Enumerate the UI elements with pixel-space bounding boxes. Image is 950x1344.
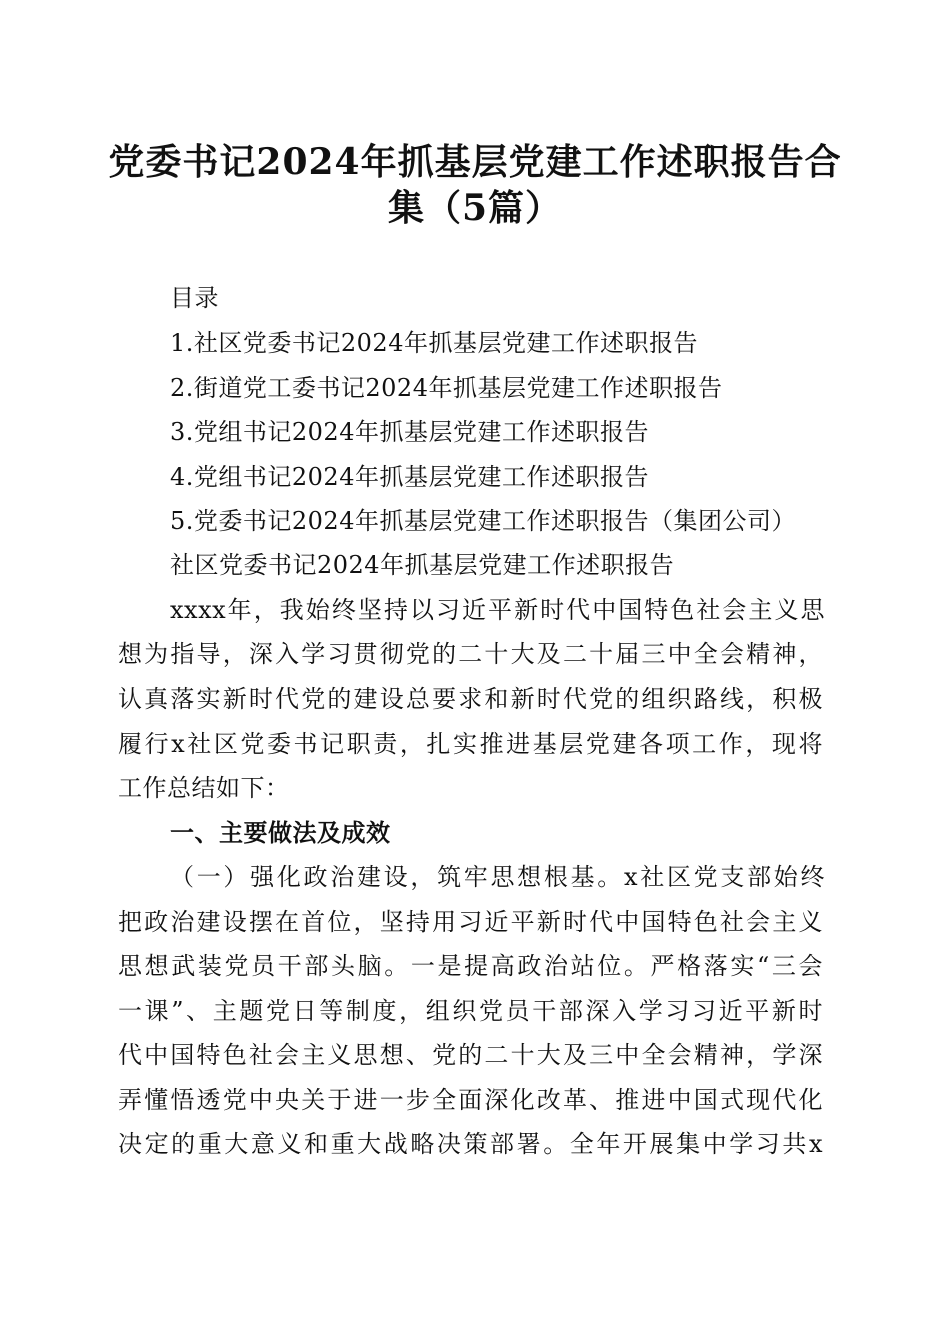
toc-item-1[interactable]: 1.社区党委书记2024年抓基层党建工作述职报告 [170, 329, 698, 357]
intro-line: xxxx年，我始终坚持以习近平新时代中国特色社会主义思 [170, 596, 825, 624]
toc-item-5[interactable]: 5.党委书记2024年抓基层党建工作述职报告（集团公司） [170, 507, 796, 535]
section-para-line: 一课”、主题党日等制度，组织党员干部深入学习习近平新时 [118, 997, 823, 1025]
section-heading: 一、主要做法及成效 [170, 819, 391, 847]
section-para-line: （一）强化政治建设，筑牢思想根基。x社区党支部始终 [170, 863, 825, 891]
toc-item-4[interactable]: 4.党组书记2024年抓基层党建工作述职报告 [170, 463, 649, 491]
section-para-line: 代中国特色社会主义思想、党的二十大及三中全会精神，学深 [118, 1041, 823, 1069]
document-title-line-1: 党委书记2024年抓基层党建工作述职报告合 [108, 141, 842, 183]
intro-line: 工作总结如下： [118, 774, 290, 802]
section-para-line: 思想武装党员干部头脑。一是提高政治站位。严格落实“三会 [118, 952, 823, 980]
document-title-line-2: 集（5篇） [387, 187, 563, 229]
section-para-line: 决定的重大意义和重大战略决策部署。全年开展集中学习共x [118, 1130, 823, 1158]
article-title: 社区党委书记2024年抓基层党建工作述职报告 [170, 551, 675, 579]
toc-item-2[interactable]: 2.街道党工委书记2024年抓基层党建工作述职报告 [170, 374, 723, 402]
toc-item-3[interactable]: 3.党组书记2024年抓基层党建工作述职报告 [170, 418, 649, 446]
section-para-line: 把政治建设摆在首位，坚持用习近平新时代中国特色社会主义 [118, 908, 823, 936]
intro-line: 认真落实新时代党的建设总要求和新时代党的组织路线，积极 [118, 685, 823, 713]
intro-line: 想为指导，深入学习贯彻党的二十大及二十届三中全会精神， [118, 640, 823, 668]
section-para-line: 弄懂悟透党中央关于进一步全面深化改革、推进中国式现代化 [118, 1086, 823, 1114]
intro-line: 履行x社区党委书记职责，扎实推进基层党建各项工作，现将 [118, 730, 823, 758]
toc-heading: 目录 [170, 284, 219, 312]
